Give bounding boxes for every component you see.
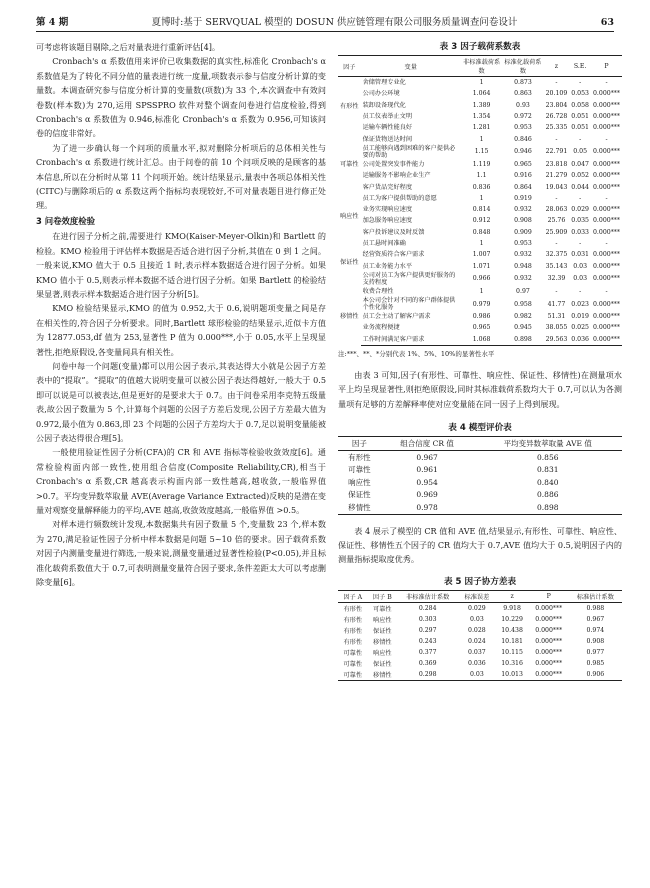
table-cell: 加急服务响应速度 [362,217,413,225]
table-cell: 公司处置突发事件能力 [362,160,425,168]
table-row [338,614,622,625]
table-cell: 0.000*** [592,313,620,321]
table-cell: - [579,79,582,87]
table-cell: 0.051 [571,124,589,132]
table-row [338,111,622,122]
table-cell: 1.071 [472,262,491,270]
table-cell: 保证性 [373,660,392,668]
table-cell: 26.728 [545,113,568,121]
table-cell: 0.831 [537,465,559,475]
table-row [338,122,622,133]
page-number: 63 [600,17,614,28]
table-row [338,77,622,89]
table-cell: 32.39 [547,275,566,283]
table-cell: 38.055 [545,324,568,332]
table-cell: 0.000*** [592,160,620,168]
page-header [36,6,614,32]
factor-name-cell: 可靠性 [340,160,359,168]
table-cell: 0.946 [514,148,532,156]
table-cell: 0.977 [586,648,605,656]
table-cell: 0.988 [586,604,605,612]
table-row [338,100,622,111]
table-cell: 0.284 [418,604,437,612]
table-cell: 0.058 [571,101,589,109]
table-cell: 1.354 [472,113,491,121]
table-cell: 0.000*** [535,604,563,612]
table-cell: 可靠性 [343,649,363,657]
table-cell: 0.000*** [592,113,620,121]
table-cell: 0.03 [573,275,588,283]
table-cell: 25.335 [545,124,568,132]
issue-number: 第 4 期 [36,17,69,28]
table-cell: 0.814 [472,206,491,214]
table-cell: 0.000*** [592,217,620,225]
table-cell: 0.909 [514,228,532,236]
table-row [338,181,622,192]
table-cell: 1 [479,240,484,247]
table-cell: 0.000*** [592,90,620,98]
table-cell: 25.909 [545,228,568,236]
table-cell: 0.000*** [535,648,563,656]
table-cell: 0.000*** [592,324,620,332]
table-cell: 51.31 [547,313,566,321]
table-cell: 保证性 [348,490,371,500]
table-cell: 19.043 [545,183,568,191]
table-cell: 有形性 [343,638,363,646]
table-cell: 0.912 [472,217,491,225]
table-cell: 0.000*** [592,251,620,259]
table-cell: 0.908 [586,637,605,645]
table-cell: 0.967 [416,452,438,462]
table-row [338,464,622,477]
table-header-cell: P [591,56,622,77]
table-cell: 1.068 [461,334,502,346]
body-paragraph: 问卷中每一个问题(变量)都可以用公因子表示,其表达得大小就是公因子方差表中的“提取”。“提取”的值越大说明变量可以被公因子表达得越好,一般大于 0.5 即可以说是可以被表达,但是更好的是要求大于 0.7。由于问卷采用李克特五级量表,故公因子数量为 5 个,计算每个问题的公因子方差后发现,公因子方差最大值为 0.972,最小值为 0.863,即 23 个问题的公因子方差均大于 0.7,足以说明变量能被公因子表达得很合理[5]。 [36,360,326,443]
table-cell: 1.064 [472,90,491,98]
table-cell: - [605,79,608,87]
table-cell: 0.024 [468,637,486,645]
table-cell: 0.035 [571,217,589,225]
table-cell: 0.000*** [592,148,620,156]
table-cell: 0.974 [586,626,605,634]
table-cell: 员工仪表举止文明 [362,113,413,121]
table-cell: 10.013 [495,669,528,681]
table-cell: 有形性 [343,605,363,613]
table-cell: 0.97 [516,287,530,295]
table-cell: 1.389 [472,101,491,109]
table-header-cell: 变量 [361,56,461,77]
table-cell: 0.979 [472,300,491,308]
table-header-cell: 组合信度 CR 值 [381,437,474,451]
table-cell: 0.019 [571,313,589,321]
factor-loading-table [338,55,622,346]
table-cell: 0.93 [516,101,530,109]
table-cell: 0.846 [514,135,532,143]
table-cell: 0.053 [571,90,589,98]
table-cell: 0.000*** [592,206,620,214]
left-column [36,40,326,589]
table-cell: 移情性 [368,669,398,681]
table-cell: 0.031 [571,251,589,259]
table-cell: 0.985 [586,659,605,667]
body-paragraph: 可考虑将该题目剔除,之后对量表进行重新评估[4]。 [36,42,221,52]
table-cell: 23.818 [545,160,568,168]
running-title: 夏博时:基于 SERVQUAL 模型的 DOSUN 供应链管理有限公司服务质量调查问卷设计 [151,17,518,28]
table-cell: 1 [479,135,484,143]
table-cell: 员工为客户提供帮助的意愿 [362,194,437,202]
table-cell: 0.033 [571,228,589,236]
table-cell: 响应性 [373,616,392,624]
table-cell: 0.03 [470,615,484,623]
table-cell: 0.863 [514,90,532,98]
table-cell: 0.961 [416,465,438,475]
table-cell: 1 [479,194,484,202]
table-cell: 0.986 [472,313,491,321]
table-cell: 运输车辆性能良好 [362,124,413,132]
table-header-cell: 非标准估计系数 [397,590,458,602]
table-row [338,215,622,226]
table-cell: 29.563 [544,334,570,346]
table-cell: 0.932 [514,251,532,259]
right-column [338,40,622,681]
table-cell: 0.965 [514,160,532,168]
table-row [338,260,622,271]
table-header-cell: 因子 A [338,590,368,602]
table-cell: 0.044 [571,183,589,191]
table-header-cell: z [495,590,528,602]
table-row [338,238,622,249]
table-cell: 0.965 [472,324,491,332]
table-cell: 可靠性 [343,660,363,668]
table-cell: 0.000*** [592,124,620,132]
table-cell: 有形性 [348,452,371,462]
table-row [338,334,622,346]
table-cell: 客户投诉建议及时反馈 [362,228,425,236]
table-cell: 0.840 [537,477,559,487]
table-cell: 1.1 [476,172,487,180]
table-cell: - [605,135,608,143]
table-header-cell: 因子 [338,56,361,77]
table-cell: 0.000*** [592,183,620,191]
table-row [338,476,622,489]
table-cell: 20.109 [545,90,568,98]
table-cell: 1.119 [472,160,491,168]
table-row [338,286,622,297]
table-row [338,625,622,636]
table-cell: 35.143 [545,262,568,270]
table-cell: 25.76 [547,217,566,225]
table-cell: 0.000*** [592,262,620,270]
table-cell: 0.051 [571,113,589,121]
table-cell: 10.181 [501,637,523,645]
model-evaluation-table [338,436,622,515]
table-cell: 保证货物送达时间 [362,135,413,143]
table-cell: 10.229 [501,615,523,623]
table-cell: 响应性 [373,649,392,657]
table-cell: 0.969 [416,490,438,500]
table-cell: 28.063 [545,206,568,214]
table-cell: 0.908 [514,217,532,225]
table-cell: 0.000*** [592,101,620,109]
table-cell: 0.303 [418,615,437,623]
table-cell: 10.115 [501,648,523,656]
table-header-cell: S.E. [569,56,591,77]
table-cell: 0.029 [468,604,486,612]
table-cell: 0.000*** [592,228,620,236]
table-cell: 0.000*** [535,659,563,667]
body-paragraph: 为了进一步确认每一个问项的质量水平,拟对删除分析项后的总体相关性与 Cronbach's α 系数进行统计汇总。由于问卷的前 10 个问项反映的是顾客的基本信息,所以在分析时从第 11 个问项开始。统计结果显示,量表中各项总体相关性(CITC)与删除项后的 α 系数这两个指标均表现较好,不可对量表题目进行修正处理。 [36,142,326,211]
table3-note: 注:***、**、*分别代表 1%、5%、10%的显著性水平 [338,349,495,358]
table-cell: 响应性 [348,477,371,487]
table-cell: 9.918 [503,604,521,612]
table-row [338,297,622,311]
table-cell: 0.954 [416,477,438,487]
table-cell: 1.007 [472,251,491,259]
table-cell: 0.03 [573,262,588,270]
table-cell: 移情性 [373,638,392,646]
table-cell: 1 [479,79,484,87]
table-cell: 0.025 [571,324,589,332]
table-cell: 41.77 [547,300,566,308]
table-cell: 0.298 [397,669,458,681]
table-cell: 员工会主动了解客户需求 [362,313,431,321]
table-cell: 0.000*** [535,626,563,634]
table-cell: 0.377 [418,648,437,656]
table-row [338,204,622,215]
table-cell: 1.15 [474,148,489,156]
table-row [338,145,622,159]
table-cell: 0.932 [514,275,532,283]
table-header-cell: 因子 B [368,590,398,602]
table-cell: 0.886 [537,490,559,500]
table-header-cell: 平均变异数萃取量 AVE 值 [474,437,622,451]
table-cell: 0.982 [514,313,532,321]
table-cell: 0.000*** [591,334,622,346]
table-cell: 0.036 [569,334,591,346]
body-paragraph: 一般使用验证性因子分析(CFA)的 CR 和 AVE 指标等检验收敛效度[6]。通常检验构面内部一致性,使用组合信度(Composite Reliability,CR),相当于 Cronbach's α 系数,CR 越高表示构面内部一致性越高,越收敛,一般临界值 >0.7。平均变异数萃取量 AVE(Average Variance Extracted)反映的是潜在变量对观察变量解释能力的平均,AVE 越高,收敛效度越高,一般临界值 >0.5。 [36,447,326,515]
table-cell: 0.958 [514,300,532,308]
table-cell: 0.036 [468,659,486,667]
table-cell: - [605,240,608,247]
table-cell: - [555,194,558,202]
table-header-cell: 非标准载荷系数 [461,56,502,77]
analysis-paragraph: 由表 3 可知,因子(有形性、可靠性、响应性、保证性、移情性)在测量项水平上均呈现显著性,则拒绝原假设,同时其标准载荷系数均大于 0.7,可以认为各测量项有足够的方差解释率使对应变量能在同一因子上得到展现。 [338,369,622,409]
table-cell: 0.000*** [535,615,563,623]
table-cell: 本公司会针对不同的客户群体提供个性化服务 [362,297,456,312]
table3-title: 表 3 因子载荷系数表 [439,42,521,52]
table-cell: 0.243 [418,637,437,645]
table-row [338,669,622,681]
table-row [338,249,622,260]
table-cell: 0.028 [468,626,486,634]
table-cell: 0.932 [514,206,532,214]
table-cell: 运输服务不影响企业生产 [362,172,431,180]
table-cell: 0.898 [502,334,543,346]
table-cell: - [555,240,558,247]
table-cell: 0.029 [571,206,589,214]
table-cell: 10.438 [501,626,523,634]
table4-discussion: 表 4 展示了模型的 CR 值和 AVE 值,结果显示,有形性、可靠性、响应性、保证性、移情性五个因子的 CR 值均大于 0.7,AVE 值均大于 0.5,说明因子内的测量指标提取度优秀。 [338,525,622,565]
factor-name-cell: 移情性 [340,313,359,321]
table-cell: 客户货品完好程度 [362,183,413,191]
table-cell: - [579,194,582,202]
factor-covariance-table [338,590,622,681]
table-cell: - [579,135,582,143]
table-header-cell: 标准误差 [458,590,495,602]
table-cell: 0.898 [474,501,622,514]
table-cell: 0.873 [514,79,532,87]
table-cell: 有形性 [343,616,363,624]
table-row [338,658,622,669]
table-cell: 可靠性 [338,669,368,681]
table-cell: 1.281 [472,124,491,132]
table-cell: 0.000*** [592,300,620,308]
table-cell: 0.848 [472,228,491,236]
table-cell: 有形性 [343,627,363,635]
table-cell: 0.000*** [529,669,569,681]
table-cell: 32.375 [545,251,568,259]
table-header-cell: 标准化载荷系数 [502,56,543,77]
table-cell: - [555,287,558,295]
table-cell: 0.369 [418,659,437,667]
table-row [338,489,622,502]
table-cell: 0.000*** [592,172,620,180]
table-cell: 收费合理性 [362,287,394,295]
body-paragraph: KMO 检验结果显示,KMO 的值为 0.952,大于 0.6,说明题项变量之间是存在相关性的,符合因子分析要求。同时,Bartlett 球形检验的结果显示,近似卡方值为 12877.053,df 值为 253,显著性 P 值为 0.000***,小于 0.05,水平上呈现显著性,拒绝原假设,各变量间具有相关性。 [36,303,326,357]
table-cell: 保证性 [373,627,392,635]
table-cell: 员工悬时间准确 [362,240,406,247]
table-cell: 21.279 [545,172,568,180]
table-cell: - [579,240,582,247]
table-row [338,227,622,238]
table-row [338,602,622,614]
table-cell: 移情性 [338,501,381,514]
table-cell: 0.864 [514,183,532,191]
table-cell: 0.972 [514,113,532,121]
table-cell: 0.023 [571,300,589,308]
table4-title: 表 4 模型评价表 [448,423,512,434]
table-row [338,193,622,204]
table-cell: 0.966 [472,275,491,283]
table-cell: 0.037 [468,648,486,656]
table-cell: 0.919 [514,194,532,202]
table-cell: 0.916 [514,172,532,180]
table-row [338,636,622,647]
table-header-cell: z [544,56,570,77]
table-cell: 公司办公环境 [362,90,400,98]
table-cell: 员工业务能力水平 [362,262,413,270]
factor-name-cell: 响应性 [340,212,359,220]
table-cell: 0.953 [514,124,532,132]
table-row [338,272,622,286]
table-cell: - [555,79,558,87]
table-cell: 0.000*** [592,275,620,283]
table-cell: 0.297 [418,626,437,634]
table-cell: 0.856 [537,452,559,462]
table-cell: 业务实现响应速度 [362,206,413,214]
table-cell: 0.945 [514,324,532,332]
table-row [338,311,622,322]
table5-title: 表 5 因子协方差表 [443,576,517,587]
table-cell: 员工能够向遇到困难的客户提供必要的帮助 [362,144,456,159]
table-cell: 0.000*** [535,637,563,645]
table-cell: 0.978 [381,501,474,514]
table-row [338,170,622,181]
table-row [338,451,622,464]
table-cell: 经营资质符合客户需求 [362,251,425,259]
table-cell: 0.047 [571,160,589,168]
table-row [338,647,622,658]
table-cell: 1 [479,287,484,295]
table-cell: 10.316 [501,659,523,667]
table-row [338,322,622,333]
table-cell: 0.953 [514,240,532,247]
body-paragraph: 对样本进行频数统计发现,本数据集共有因子数量 5 个,变量数 23 个,样本数为 270,满足验证性因子分析中样本数据是问题 5~10 倍的要求。因子载荷系数对因子内测量变量进行筛选,一般来说,测量变量通过显著性检验(P<0.05),并且标准化载荷系数值大于 0.7,可表明测量变量符合因子要求,条件差距太大可以考虑删除变量[6]。 [36,519,326,588]
table-cell: - [555,135,558,143]
table-cell: 0.948 [514,262,532,270]
table-cell: 业务流程便捷 [362,324,400,332]
table-row [338,501,622,514]
factor-name-cell: 有形性 [340,102,359,110]
table-cell: 工作时间满足客户需求 [361,334,461,346]
table-cell: 0.05 [573,148,588,156]
table-cell: - [605,194,608,202]
table-cell: 23.804 [545,101,568,109]
table-cell: 22.791 [545,148,568,156]
table-cell: 0.906 [569,669,622,681]
table-header-cell: P [529,590,569,602]
body-paragraph: 在进行因子分析之前,需要进行 KMO(Kaiser-Meyer-Olkin)和 Bartlett 的检验。KMO 检验用于评估样本数据是否适合进行因子分析,其值在 0 到 1 之间。一般来说,KMO 值大于 0.5 且接近 1 时,表示样本数据适合进行因子分析。如果 KMO 值小于 0.5,则表示样本数据不适合进行因子分析。如果 Bartlett 的检验结果显著,则表示样本数据适合进行因子分析[5]。 [36,231,326,299]
table-cell: 0.052 [571,172,589,180]
table-cell: 装卸设备现代化 [362,101,406,109]
table-cell: - [579,287,582,295]
table-cell: - [605,287,608,295]
section-heading: 3 问卷效度检验 [36,215,95,226]
table-cell: 可靠性 [348,465,371,475]
table-cell: 可靠性 [373,605,392,613]
table-row [338,159,622,170]
table-row [338,133,622,144]
table-row [338,88,622,99]
table-cell: 舍储管理专业化 [362,79,406,87]
table-header-cell: 标准估计系数 [569,590,622,602]
table-cell: 公司对员工为客户提供更好服务的支持程度 [362,271,456,286]
table-header-cell: 因子 [338,437,381,451]
factor-name-cell: 保证性 [340,259,359,267]
body-paragraph: Cronbach's α 系数值用来评价已收集数据的真实性,标准化 Cronbach's α 系数值是为了转化不同分值的量表进行统一度量,项数表示参与信度分析计算的变量数。本调查研究参与信度分析计算的变量数(项数)为 33 个,本次调查中有效问卷数(样本数)为 270,运用 SPSSPRO 软件对整个调查问卷进行信度检验,得到 Cronbach's α 系数值为 0.946,标准化 Cronbach's α 系数为 0.956,可知该问卷的信度非常好。 [36,56,326,139]
table-cell: 0.967 [586,615,605,623]
table-cell: 0.836 [472,183,491,191]
table-cell: 0.03 [458,669,495,681]
